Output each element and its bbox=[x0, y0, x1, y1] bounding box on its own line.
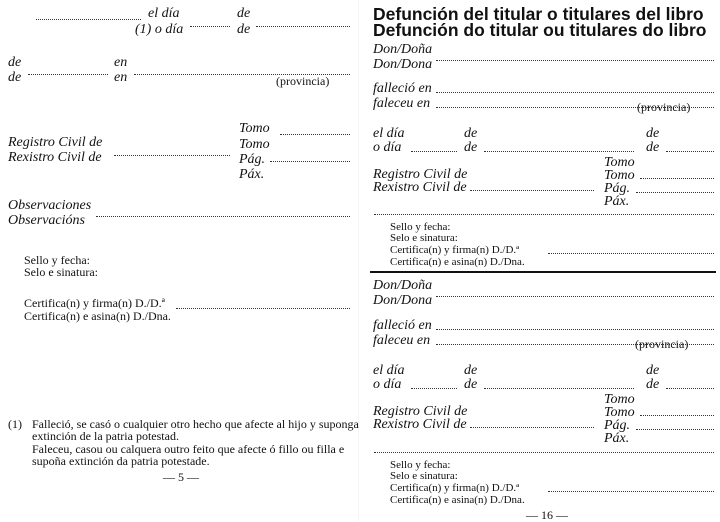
field-line-registro[interactable] bbox=[470, 190, 594, 191]
label-o-dia-footnote: (1) o día bbox=[135, 22, 184, 37]
label-de: de bbox=[464, 363, 478, 378]
label-rexistro-civil: Rexistro Civil de bbox=[373, 180, 467, 195]
field-line-municipality[interactable] bbox=[28, 74, 108, 75]
label-en: en bbox=[114, 55, 128, 70]
field-line-before-el-dia[interactable] bbox=[36, 19, 141, 20]
label-de: de bbox=[646, 126, 660, 141]
field-line-certifica[interactable] bbox=[548, 491, 714, 492]
label-certifica-firma: Certifica(n) y firma(n) D./D.ª bbox=[24, 296, 165, 310]
label-de-place: de bbox=[8, 55, 22, 70]
label-sello-fecha: Sello y fecha: bbox=[24, 253, 90, 267]
label-provincia: (provincia) bbox=[635, 337, 689, 351]
label-tomo-gl: Tomo bbox=[604, 168, 635, 183]
field-line-tomo[interactable] bbox=[640, 178, 714, 179]
label-pax: Páx. bbox=[604, 194, 630, 209]
page-number-right: — 16 — bbox=[526, 508, 568, 522]
label-pax: Páx. bbox=[604, 431, 630, 446]
label-de: de bbox=[464, 377, 478, 392]
field-line-tomo[interactable] bbox=[640, 415, 714, 416]
label-observaciones: Observaciones bbox=[8, 198, 92, 213]
label-sello-fecha: Sello y fecha: bbox=[390, 459, 451, 471]
field-line-day[interactable] bbox=[411, 388, 457, 389]
page-title-es: Defunción del titular o titulares del libro bbox=[373, 4, 704, 24]
field-line-name[interactable] bbox=[436, 60, 714, 61]
entry-divider bbox=[370, 271, 716, 273]
page-fold bbox=[358, 0, 359, 521]
label-de: de bbox=[464, 126, 478, 141]
field-line-registro[interactable] bbox=[114, 155, 230, 156]
footnote-line-1: Falleció, se casó o cualquier otro hecho que afecte al hijo y suponga bbox=[32, 417, 359, 431]
label-rexistro-civil: Rexistro Civil de bbox=[373, 417, 467, 432]
label-tomo: Tomo bbox=[604, 155, 635, 170]
label-o-dia: o día bbox=[373, 140, 402, 155]
label-provincia: (provincia) bbox=[637, 100, 691, 114]
label-en-gl: en bbox=[114, 70, 128, 85]
page-number-left: — 5 — bbox=[163, 470, 199, 484]
label-certifica-asina: Certifica(n) e asina(n) D./Dna. bbox=[390, 494, 525, 506]
field-line-year[interactable] bbox=[666, 151, 714, 152]
label-selo-sinatura: Selo e sinatura: bbox=[390, 470, 458, 482]
label-certifica-asina: Certifica(n) e asina(n) D./Dna. bbox=[390, 256, 525, 268]
label-faleceu-en: faleceu en bbox=[373, 96, 431, 111]
label-o-dia: o día bbox=[373, 377, 402, 392]
label-selo-sinatura: Selo e sinatura: bbox=[390, 232, 458, 244]
label-don-dona: Don/Doña bbox=[373, 42, 433, 57]
label-fallecio-en: falleció en bbox=[373, 81, 432, 96]
label-tomo-gl: Tomo bbox=[604, 405, 635, 420]
label-tomo-gl: Tomo bbox=[239, 137, 270, 152]
field-line-dia[interactable] bbox=[190, 26, 230, 27]
field-line-month[interactable] bbox=[484, 388, 634, 389]
label-rexistro-civil: Rexistro Civil de bbox=[8, 150, 102, 165]
field-line-notes[interactable] bbox=[374, 214, 714, 215]
field-line-certifica[interactable] bbox=[176, 308, 350, 309]
field-line-pagina[interactable] bbox=[636, 429, 714, 430]
label-selo-sinatura: Selo e sinatura: bbox=[24, 265, 98, 279]
label-faleceu-en: faleceu en bbox=[373, 333, 431, 348]
field-line-year[interactable] bbox=[666, 388, 714, 389]
label-don-dona-gl: Don/Dona bbox=[373, 293, 433, 308]
label-don-dona: Don/Doña bbox=[373, 278, 433, 293]
label-tomo: Tomo bbox=[604, 392, 635, 407]
footnote-line-4: supoña extinción da patria potestade. bbox=[32, 454, 210, 468]
label-el-dia: el día bbox=[148, 6, 180, 21]
label-de: de bbox=[464, 140, 478, 155]
field-line-day[interactable] bbox=[411, 151, 457, 152]
page-title-gl: Defunción do titular ou titulares do libro bbox=[373, 20, 707, 40]
field-line-name[interactable] bbox=[436, 296, 714, 297]
label-registro-civil: Registro Civil de bbox=[8, 135, 103, 150]
label-el-dia: el día bbox=[373, 363, 405, 378]
field-line-tomo[interactable] bbox=[280, 134, 350, 135]
field-line-certifica[interactable] bbox=[548, 253, 714, 254]
footnote-line-3: Faleceu, casou ou calquera outro feito que afecte ó fillo ou filla e bbox=[32, 442, 345, 456]
field-line-fallecio[interactable] bbox=[436, 92, 714, 93]
field-line-registro[interactable] bbox=[470, 427, 594, 428]
label-registro-civil: Registro Civil de bbox=[373, 404, 468, 419]
field-line-pagina[interactable] bbox=[270, 161, 350, 162]
field-line-month-year[interactable] bbox=[256, 26, 350, 27]
field-line-fallecio[interactable] bbox=[436, 329, 714, 330]
label-don-dona-gl: Don/Dona bbox=[373, 57, 433, 72]
field-line-month[interactable] bbox=[484, 151, 634, 152]
label-de: de bbox=[646, 377, 660, 392]
label-sello-fecha: Sello y fecha: bbox=[390, 221, 451, 233]
footnote-number: (1) bbox=[8, 417, 22, 431]
label-de-1: de bbox=[237, 6, 251, 21]
label-el-dia: el día bbox=[373, 126, 405, 141]
label-pag: Pág. bbox=[604, 181, 631, 196]
label-certifica-asina: Certifica(n) e asina(n) D./Dna. bbox=[24, 309, 171, 323]
label-observacions: Observacións bbox=[8, 213, 85, 228]
footnote-line-2: extinción de la patria potestad. bbox=[32, 429, 179, 443]
label-provincia: (provincia) bbox=[276, 74, 330, 88]
label-pag: Pág. bbox=[239, 152, 266, 167]
label-de: de bbox=[646, 140, 660, 155]
label-de-place-gl: de bbox=[8, 70, 22, 85]
field-line-observaciones[interactable] bbox=[96, 216, 350, 217]
field-line-pagina[interactable] bbox=[636, 192, 714, 193]
label-fallecio-en: falleció en bbox=[373, 318, 432, 333]
label-pax: Páx. bbox=[239, 167, 265, 182]
label-pag: Pág. bbox=[604, 418, 631, 433]
label-de: de bbox=[646, 363, 660, 378]
label-de-2: de bbox=[237, 22, 251, 37]
label-registro-civil: Registro Civil de bbox=[373, 167, 468, 182]
label-tomo: Tomo bbox=[239, 121, 270, 136]
field-line-notes[interactable] bbox=[374, 452, 714, 453]
label-certifica-firma: Certifica(n) y firma(n) D./D.ª bbox=[390, 244, 520, 256]
label-certifica-firma: Certifica(n) y firma(n) D./D.ª bbox=[390, 482, 520, 494]
